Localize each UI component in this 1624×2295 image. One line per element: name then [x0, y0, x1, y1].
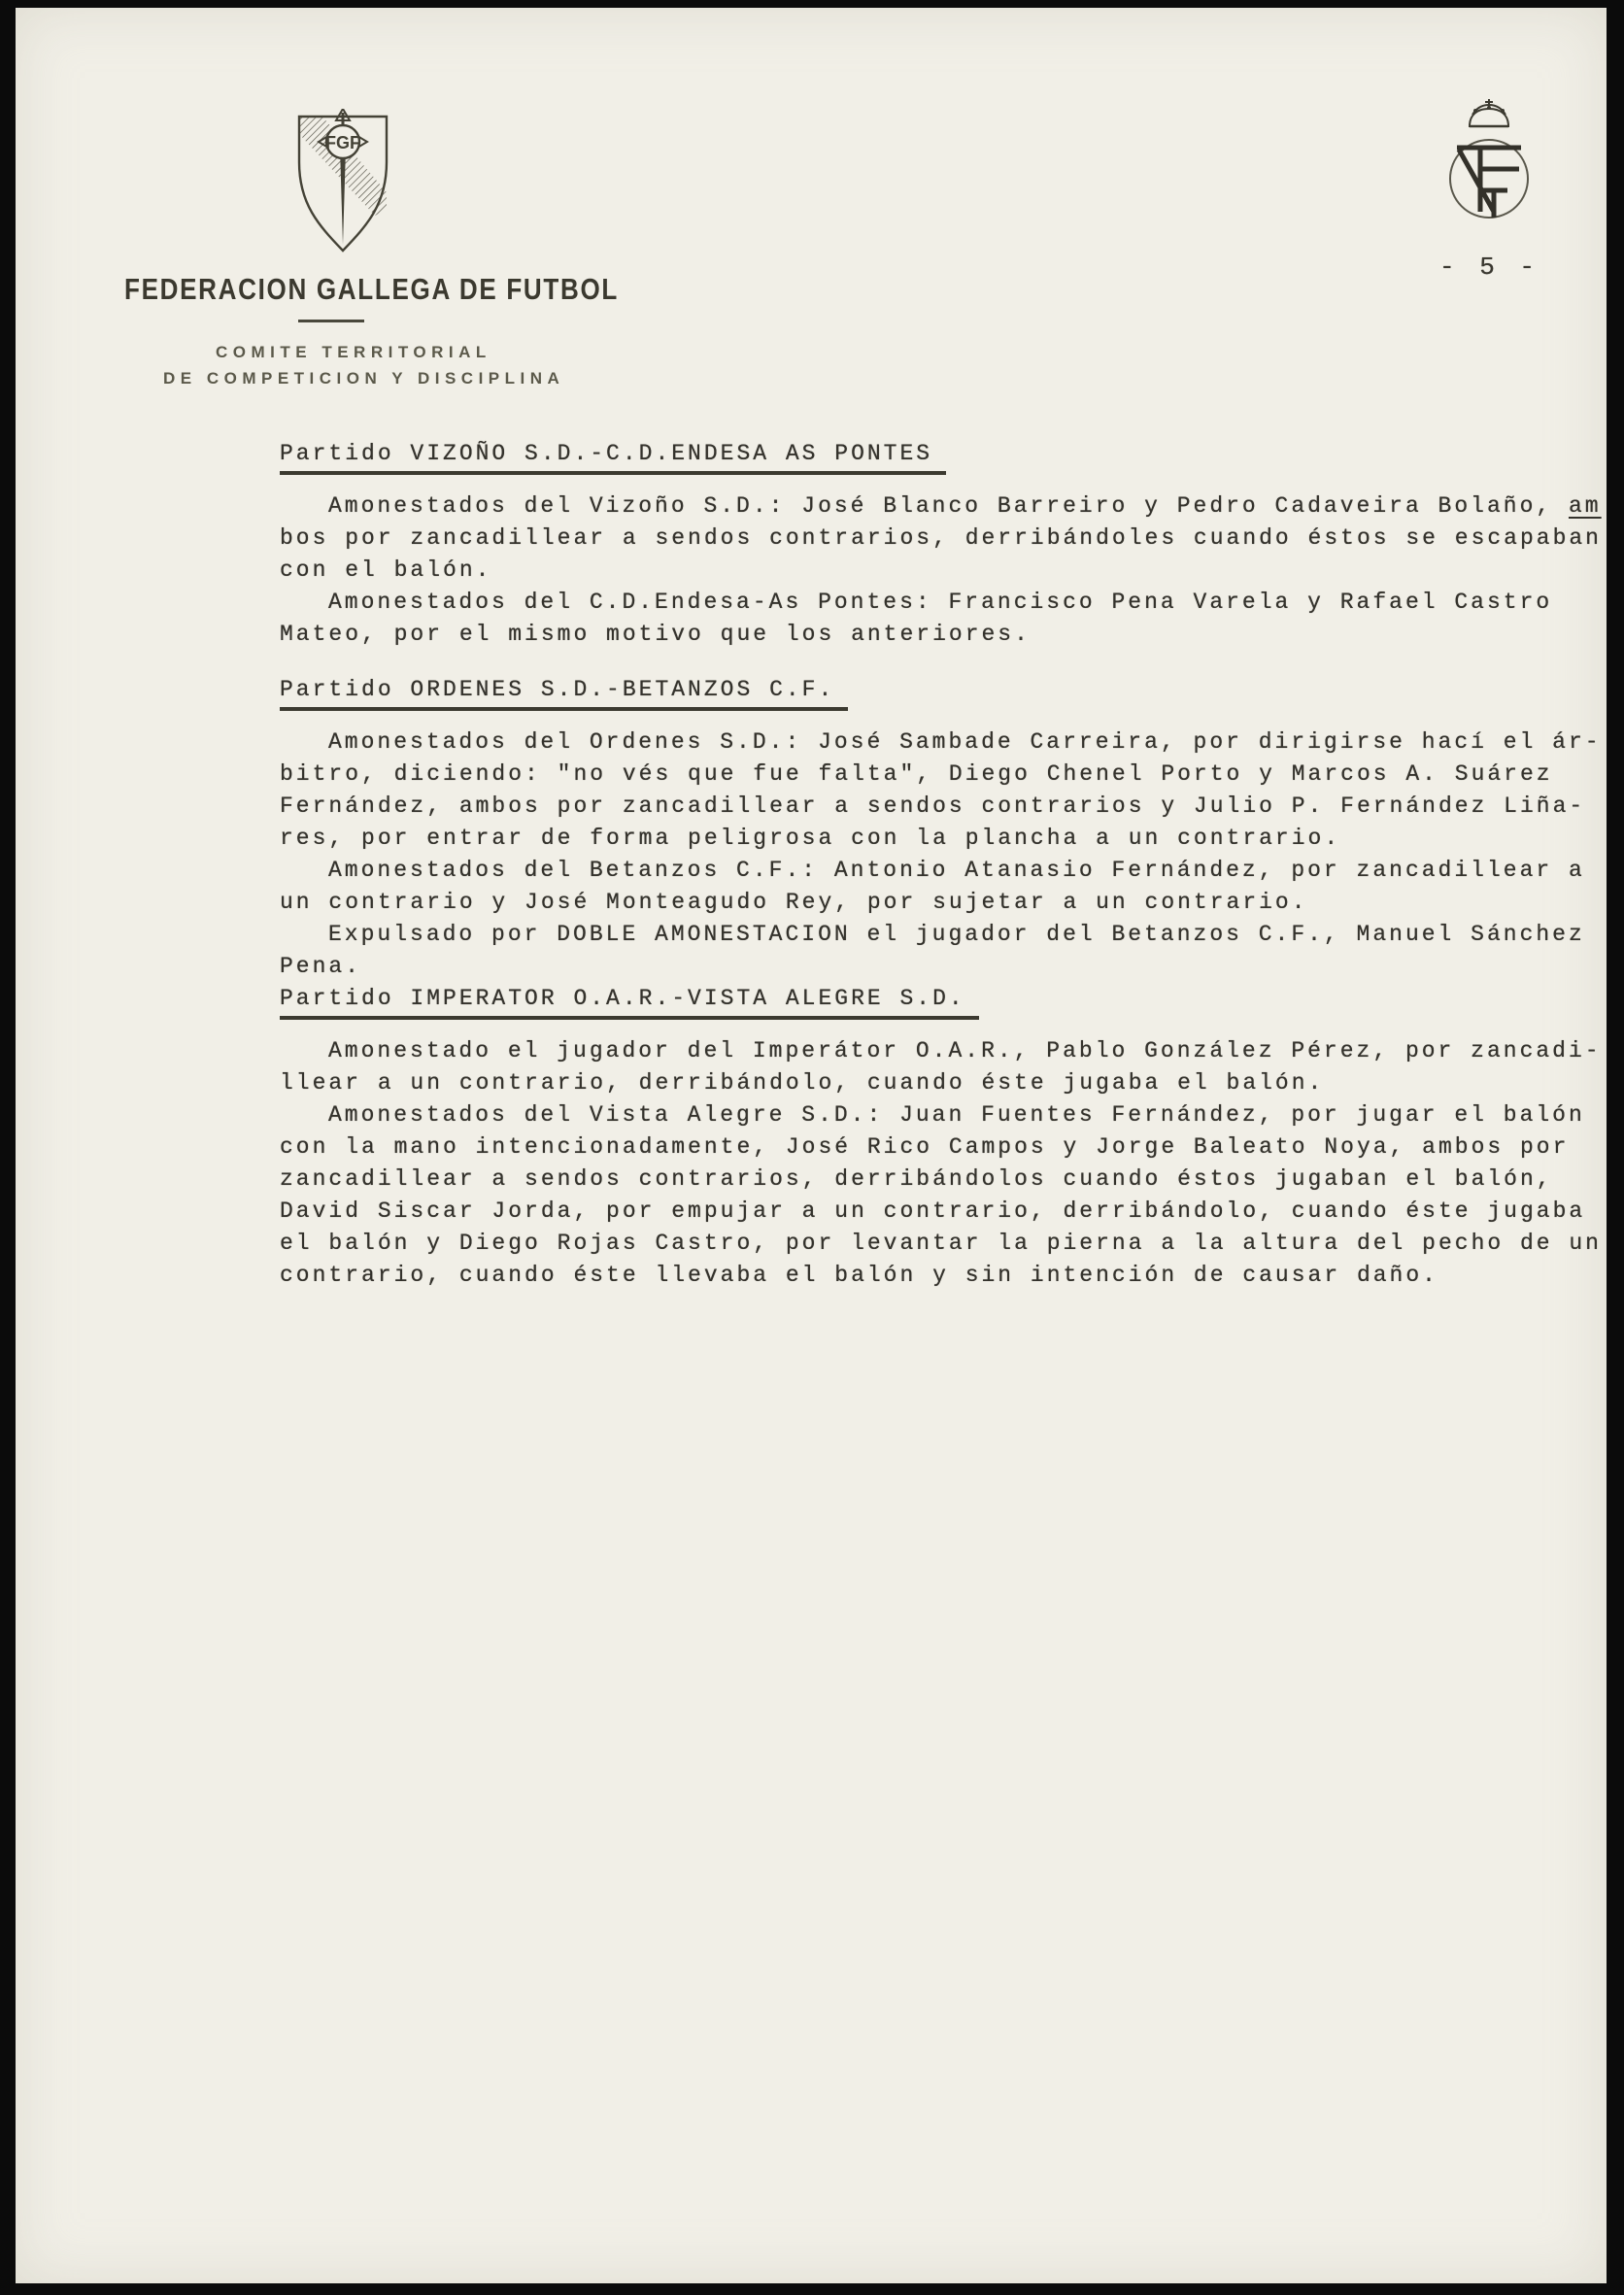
match-heading: Partido VIZOÑO S.D.-C.D.ENDESA AS PONTES: [280, 438, 946, 475]
text-line: Amonestados del Vizoño S.D.: José Blanco Barreiro y Pedro Cadaveira Bolaño, am: [328, 493, 1602, 519]
match-heading: Partido ORDENES S.D.-BETANZOS C.F.: [280, 674, 848, 711]
report-section: [280, 674, 1612, 983]
letterhead-rule: [298, 320, 364, 322]
paper-sheet: [16, 8, 1607, 2283]
text-line: bitro, diciendo: "no vés que fue falta", Diego Chenel Porto y Marcos A. Suárez: [280, 761, 1553, 787]
text-line: David Siscar Jorda, por empujar a un contrario, derribándolo, cuando éste jugaba: [280, 1198, 1586, 1224]
text-line: res, por entrar de forma peligrosa con la plancha a un contrario.: [280, 826, 1341, 851]
text-line: el balón y Diego Rojas Castro, por levantar la pierna a la altura del pecho de un: [280, 1231, 1602, 1256]
text-line: Amonestado el jugador del Imperátor O.A.R., Pablo González Pérez, por zancadi-: [328, 1038, 1602, 1063]
match-heading: Partido IMPERATOR O.A.R.-VISTA ALEGRE S.D.: [280, 983, 979, 1020]
organization-name: FEDERACION GALLEGA DE FUTBOL: [124, 272, 620, 306]
text-line: Amonestados del Ordenes S.D.: José Sambade Carreira, por dirigirse hací el ár-: [328, 729, 1602, 755]
text-line: llear a un contrario, derribándolo, cuando éste jugaba el balón.: [280, 1070, 1325, 1096]
committee-line-2: DE COMPETICION Y DISCIPLINA: [163, 369, 565, 388]
report-section: [280, 438, 1612, 651]
fgf-shield-logo-icon: [289, 109, 396, 256]
text-line: Mateo, por el mismo motivo que los anteriores.: [280, 622, 1031, 647]
text-line: un contrario y José Monteagudo Rey, por sujetar a un contrario.: [280, 890, 1308, 915]
report-body: [280, 438, 1612, 1292]
text-line: con la mano intencionadamente, José Rico Campos y Jorge Baleato Noya, ambos por: [280, 1134, 1570, 1160]
committee-line-1: COMITE TERRITORIAL: [216, 343, 491, 361]
report-section: [280, 983, 1612, 1292]
text-line: Fernández, ambos por zancadillear a sendos contrarios y Julio P. Fernández Liña-: [280, 793, 1586, 819]
svg-text:FGF: FGF: [325, 133, 360, 152]
text-line: Expulsado por DOBLE AMONESTACION el jugador del Betanzos C.F., Manuel Sánchez: [328, 922, 1585, 947]
page-number: - 5 -: [1439, 253, 1540, 282]
text-line: con el balón.: [280, 557, 492, 583]
fef-crowned-crest-icon: [1443, 97, 1535, 231]
text-line: Amonestados del Betanzos C.F.: Antonio Atanasio Fernández, por zancadillear a: [328, 858, 1585, 883]
text-line: Amonestados del Vista Alegre S.D.: Juan Fuentes Fernández, por jugar el balón: [328, 1102, 1585, 1128]
text-line: zancadillear a sendos contrarios, derribándolos cuando éstos jugaban el balón,: [280, 1166, 1553, 1192]
text-line: bos por zancadillear a sendos contrarios, derribándoles cuando éstos se escapaban: [280, 525, 1602, 551]
text-line: Amonestados del C.D.Endesa-As Pontes: Francisco Pena Varela y Rafael Castro: [328, 590, 1553, 615]
text-line: Pena.: [280, 954, 362, 979]
underlined-word-fragment: am: [1568, 493, 1602, 519]
text-line: contrario, cuando éste llevaba el balón y sin intención de causar daño.: [280, 1263, 1438, 1288]
